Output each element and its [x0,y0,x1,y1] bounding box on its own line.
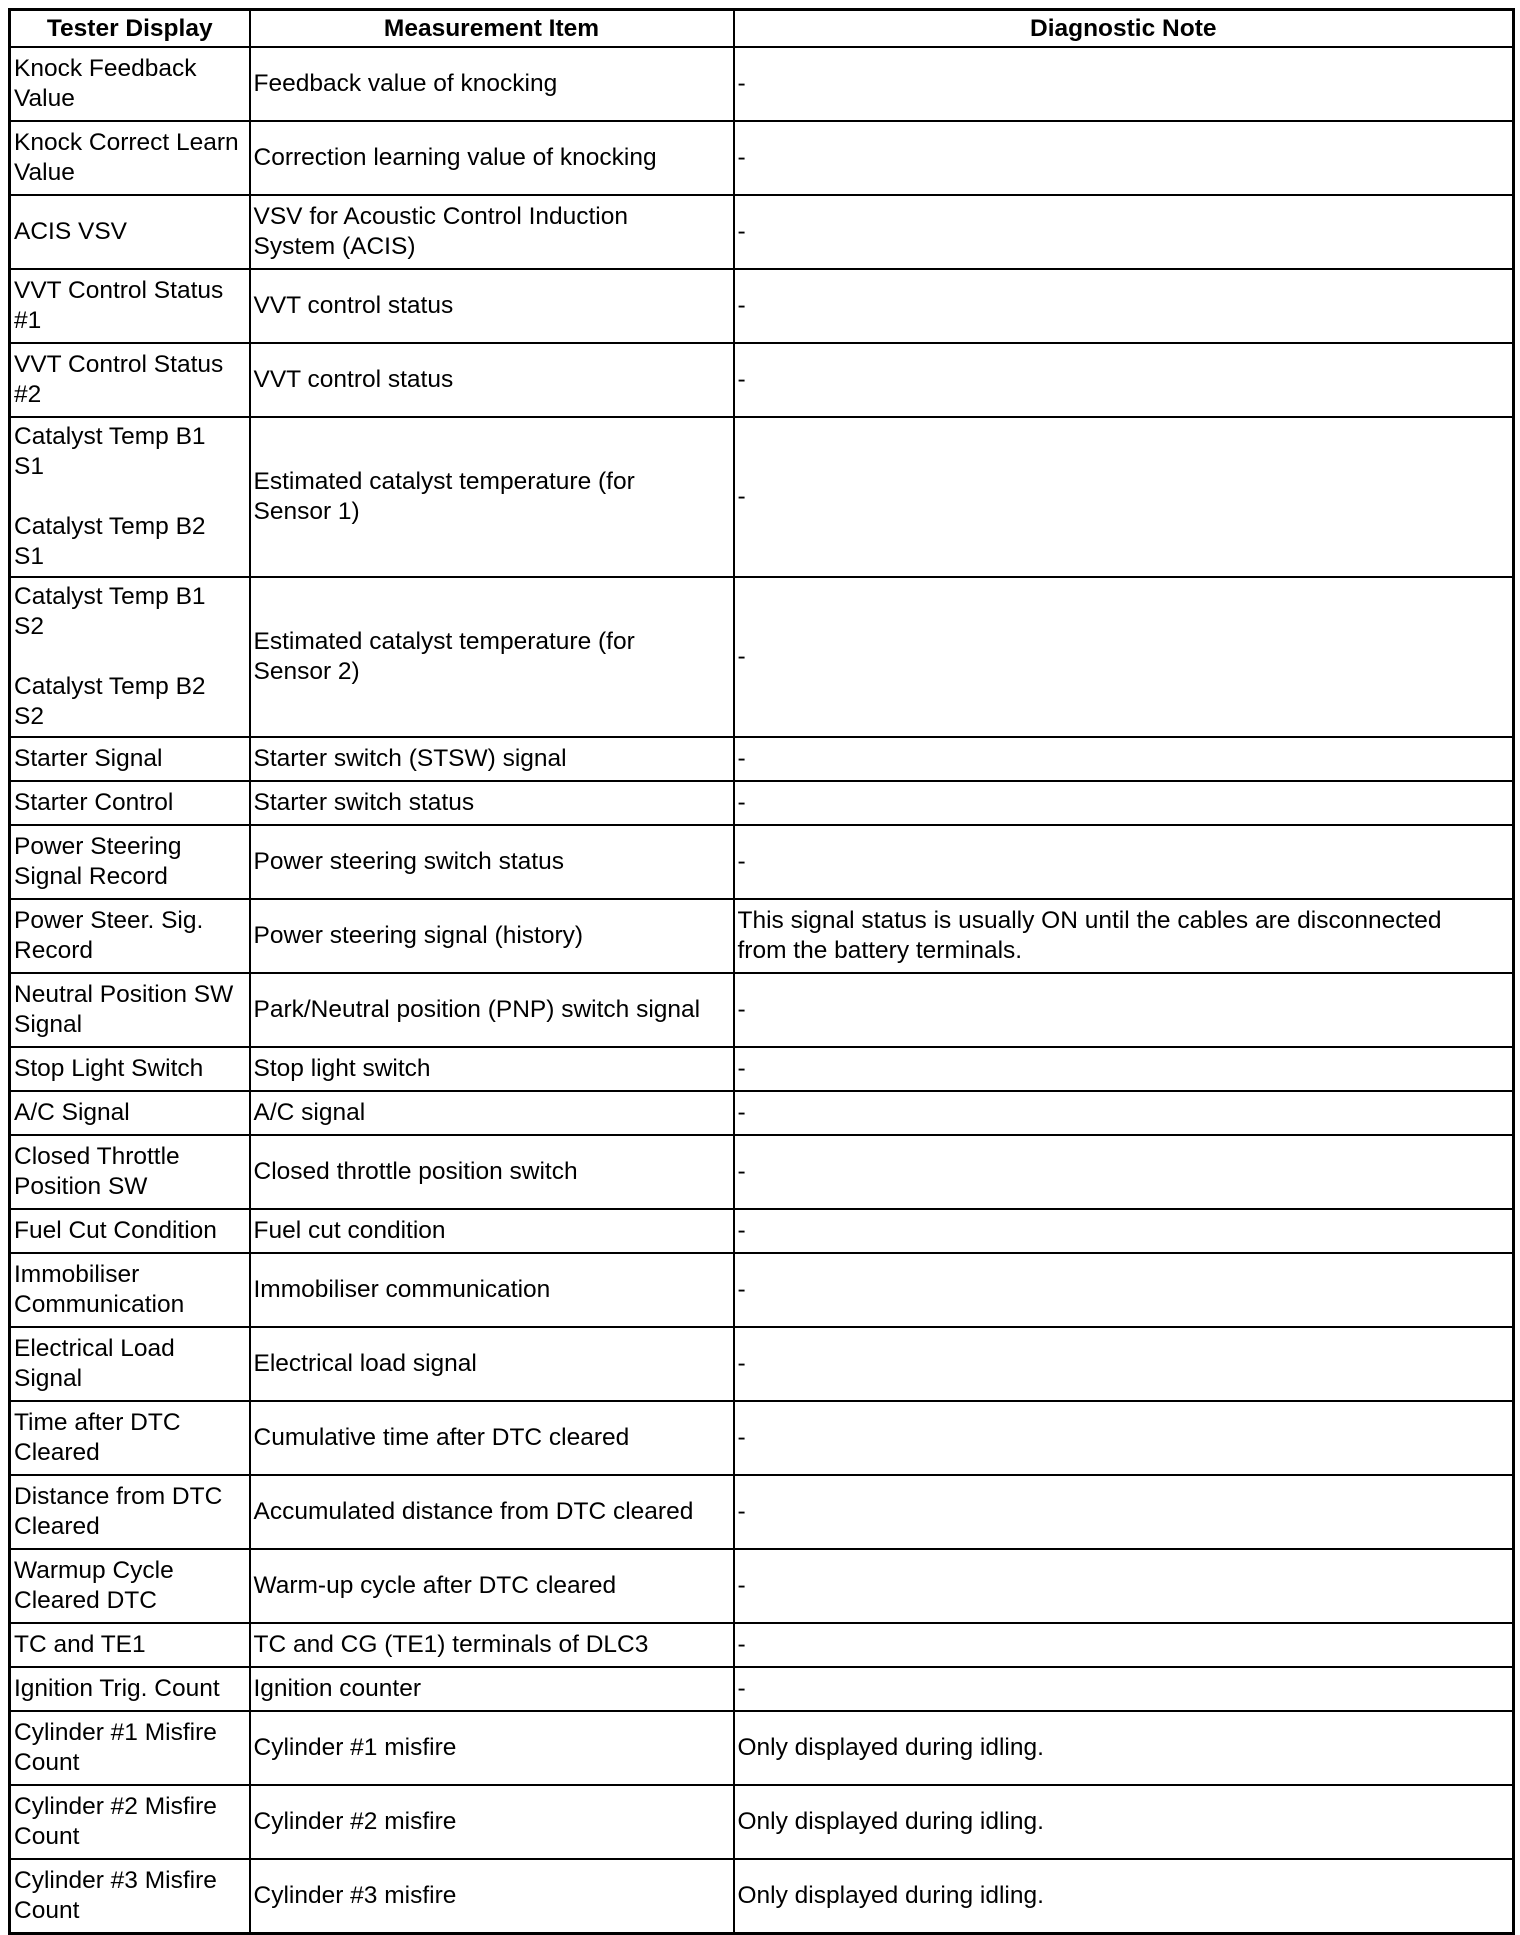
tester-display-cell: Catalyst Temp B1 S2 Catalyst Temp B2 S2 [10,577,250,737]
tester-display-cell: Catalyst Temp B1 S1 Catalyst Temp B2 S1 [10,417,250,577]
tester-display-cell: Power Steer. Sig. Record [10,899,250,973]
diagnostic-note-cell: - [734,195,1514,269]
measurement-item-cell: VVT control status [250,269,734,343]
tester-data-table [8,8,1515,1935]
tester-display-cell: VVT Control Status #1 [10,269,250,343]
measurement-item-cell: Cumulative time after DTC cleared [250,1401,734,1475]
measurement-item-cell: Correction learning value of knocking [250,121,734,195]
tester-display-cell: Starter Signal [10,737,250,781]
measurement-item-cell: Estimated catalyst temperature (for Sensor 2) [250,577,734,737]
measurement-item-cell: Feedback value of knocking [250,47,734,121]
tester-display-cell: Cylinder #2 Misfire Count [10,1785,250,1859]
diagnostic-note-cell: Only displayed during idling. [734,1859,1514,1934]
measurement-item-cell: Cylinder #2 misfire [250,1785,734,1859]
diagnostic-note-cell: - [734,1135,1514,1209]
measurement-item-cell: VVT control status [250,343,734,417]
measurement-item-cell: Cylinder #3 misfire [250,1859,734,1934]
diagnostic-note-cell: - [734,973,1514,1047]
diagnostic-note-cell: - [734,269,1514,343]
diagnostic-note-cell: - [734,1047,1514,1091]
table-body [10,47,1514,1934]
diagnostic-note-cell: - [734,1623,1514,1667]
measurement-item-cell: A/C signal [250,1091,734,1135]
diagnostic-note-cell: - [734,47,1514,121]
diagnostic-note-cell: Only displayed during idling. [734,1785,1514,1859]
tester-display-cell: Knock Correct Learn Value [10,121,250,195]
diagnostic-note-cell: - [734,121,1514,195]
tester-display-cell: Closed Throttle Position SW [10,1135,250,1209]
column-header-measurement-item: Measurement Item [250,10,734,48]
diagnostic-note-cell: - [734,1327,1514,1401]
diagnostic-note-cell: - [734,825,1514,899]
tester-display-cell: Time after DTC Cleared [10,1401,250,1475]
measurement-item-cell: Estimated catalyst temperature (for Sensor 1) [250,417,734,577]
diagnostic-note-cell: - [734,1667,1514,1711]
diagnostic-note-cell: - [734,1209,1514,1253]
tester-display-cell: Neutral Position SW Signal [10,973,250,1047]
diagnostic-note-cell: - [734,417,1514,577]
tester-display-cell: Electrical Load Signal [10,1327,250,1401]
diagnostic-note-cell: - [734,1549,1514,1623]
tester-display-cell: TC and TE1 [10,1623,250,1667]
tester-display-cell: Starter Control [10,781,250,825]
measurement-item-cell: Fuel cut condition [250,1209,734,1253]
measurement-item-cell: Warm-up cycle after DTC cleared [250,1549,734,1623]
measurement-item-cell: VSV for Acoustic Control Induction System (ACIS) [250,195,734,269]
measurement-item-cell: Starter switch status [250,781,734,825]
diagnostic-note-cell: - [734,737,1514,781]
measurement-item-cell: TC and CG (TE1) terminals of DLC3 [250,1623,734,1667]
diagnostic-note-cell: - [734,343,1514,417]
tester-display-cell: Cylinder #1 Misfire Count [10,1711,250,1785]
tester-display-cell: VVT Control Status #2 [10,343,250,417]
measurement-item-cell: Cylinder #1 misfire [250,1711,734,1785]
tester-display-cell: Knock Feedback Value [10,47,250,121]
tester-display-cell: A/C Signal [10,1091,250,1135]
diagnostic-note-cell: - [734,1253,1514,1327]
measurement-item-cell: Electrical load signal [250,1327,734,1401]
measurement-item-cell: Immobiliser communication [250,1253,734,1327]
measurement-item-cell: Ignition counter [250,1667,734,1711]
measurement-item-cell: Park/Neutral position (PNP) switch signal [250,973,734,1047]
data-list-sheet [8,8,1512,1935]
column-header-diagnostic-note: Diagnostic Note [734,10,1514,48]
column-header-tester-display: Tester Display [10,10,250,48]
tester-display-cell: Power Steering Signal Record [10,825,250,899]
tester-display-cell: Warmup Cycle Cleared DTC [10,1549,250,1623]
measurement-item-cell: Starter switch (STSW) signal [250,737,734,781]
measurement-item-cell: Accumulated distance from DTC cleared [250,1475,734,1549]
measurement-item-cell: Power steering signal (history) [250,899,734,973]
tester-display-cell: Stop Light Switch [10,1047,250,1091]
diagnostic-note-cell: - [734,1475,1514,1549]
tester-display-cell: ACIS VSV [10,195,250,269]
measurement-item-cell: Stop light switch [250,1047,734,1091]
tester-display-cell: Cylinder #3 Misfire Count [10,1859,250,1934]
diagnostic-note-cell: - [734,1401,1514,1475]
tester-display-cell: Distance from DTC Cleared [10,1475,250,1549]
diagnostic-note-cell: - [734,781,1514,825]
tester-display-cell: Fuel Cut Condition [10,1209,250,1253]
diagnostic-note-cell: Only displayed during idling. [734,1711,1514,1785]
tester-display-cell: Immobiliser Communication [10,1253,250,1327]
measurement-item-cell: Closed throttle position switch [250,1135,734,1209]
table-header-row [10,10,1514,48]
diagnostic-note-cell: - [734,1091,1514,1135]
measurement-item-cell: Power steering switch status [250,825,734,899]
tester-display-cell: Ignition Trig. Count [10,1667,250,1711]
diagnostic-note-cell: - [734,577,1514,737]
diagnostic-note-cell: This signal status is usually ON until the cables are disconnected from the battery terminals. [734,899,1514,973]
